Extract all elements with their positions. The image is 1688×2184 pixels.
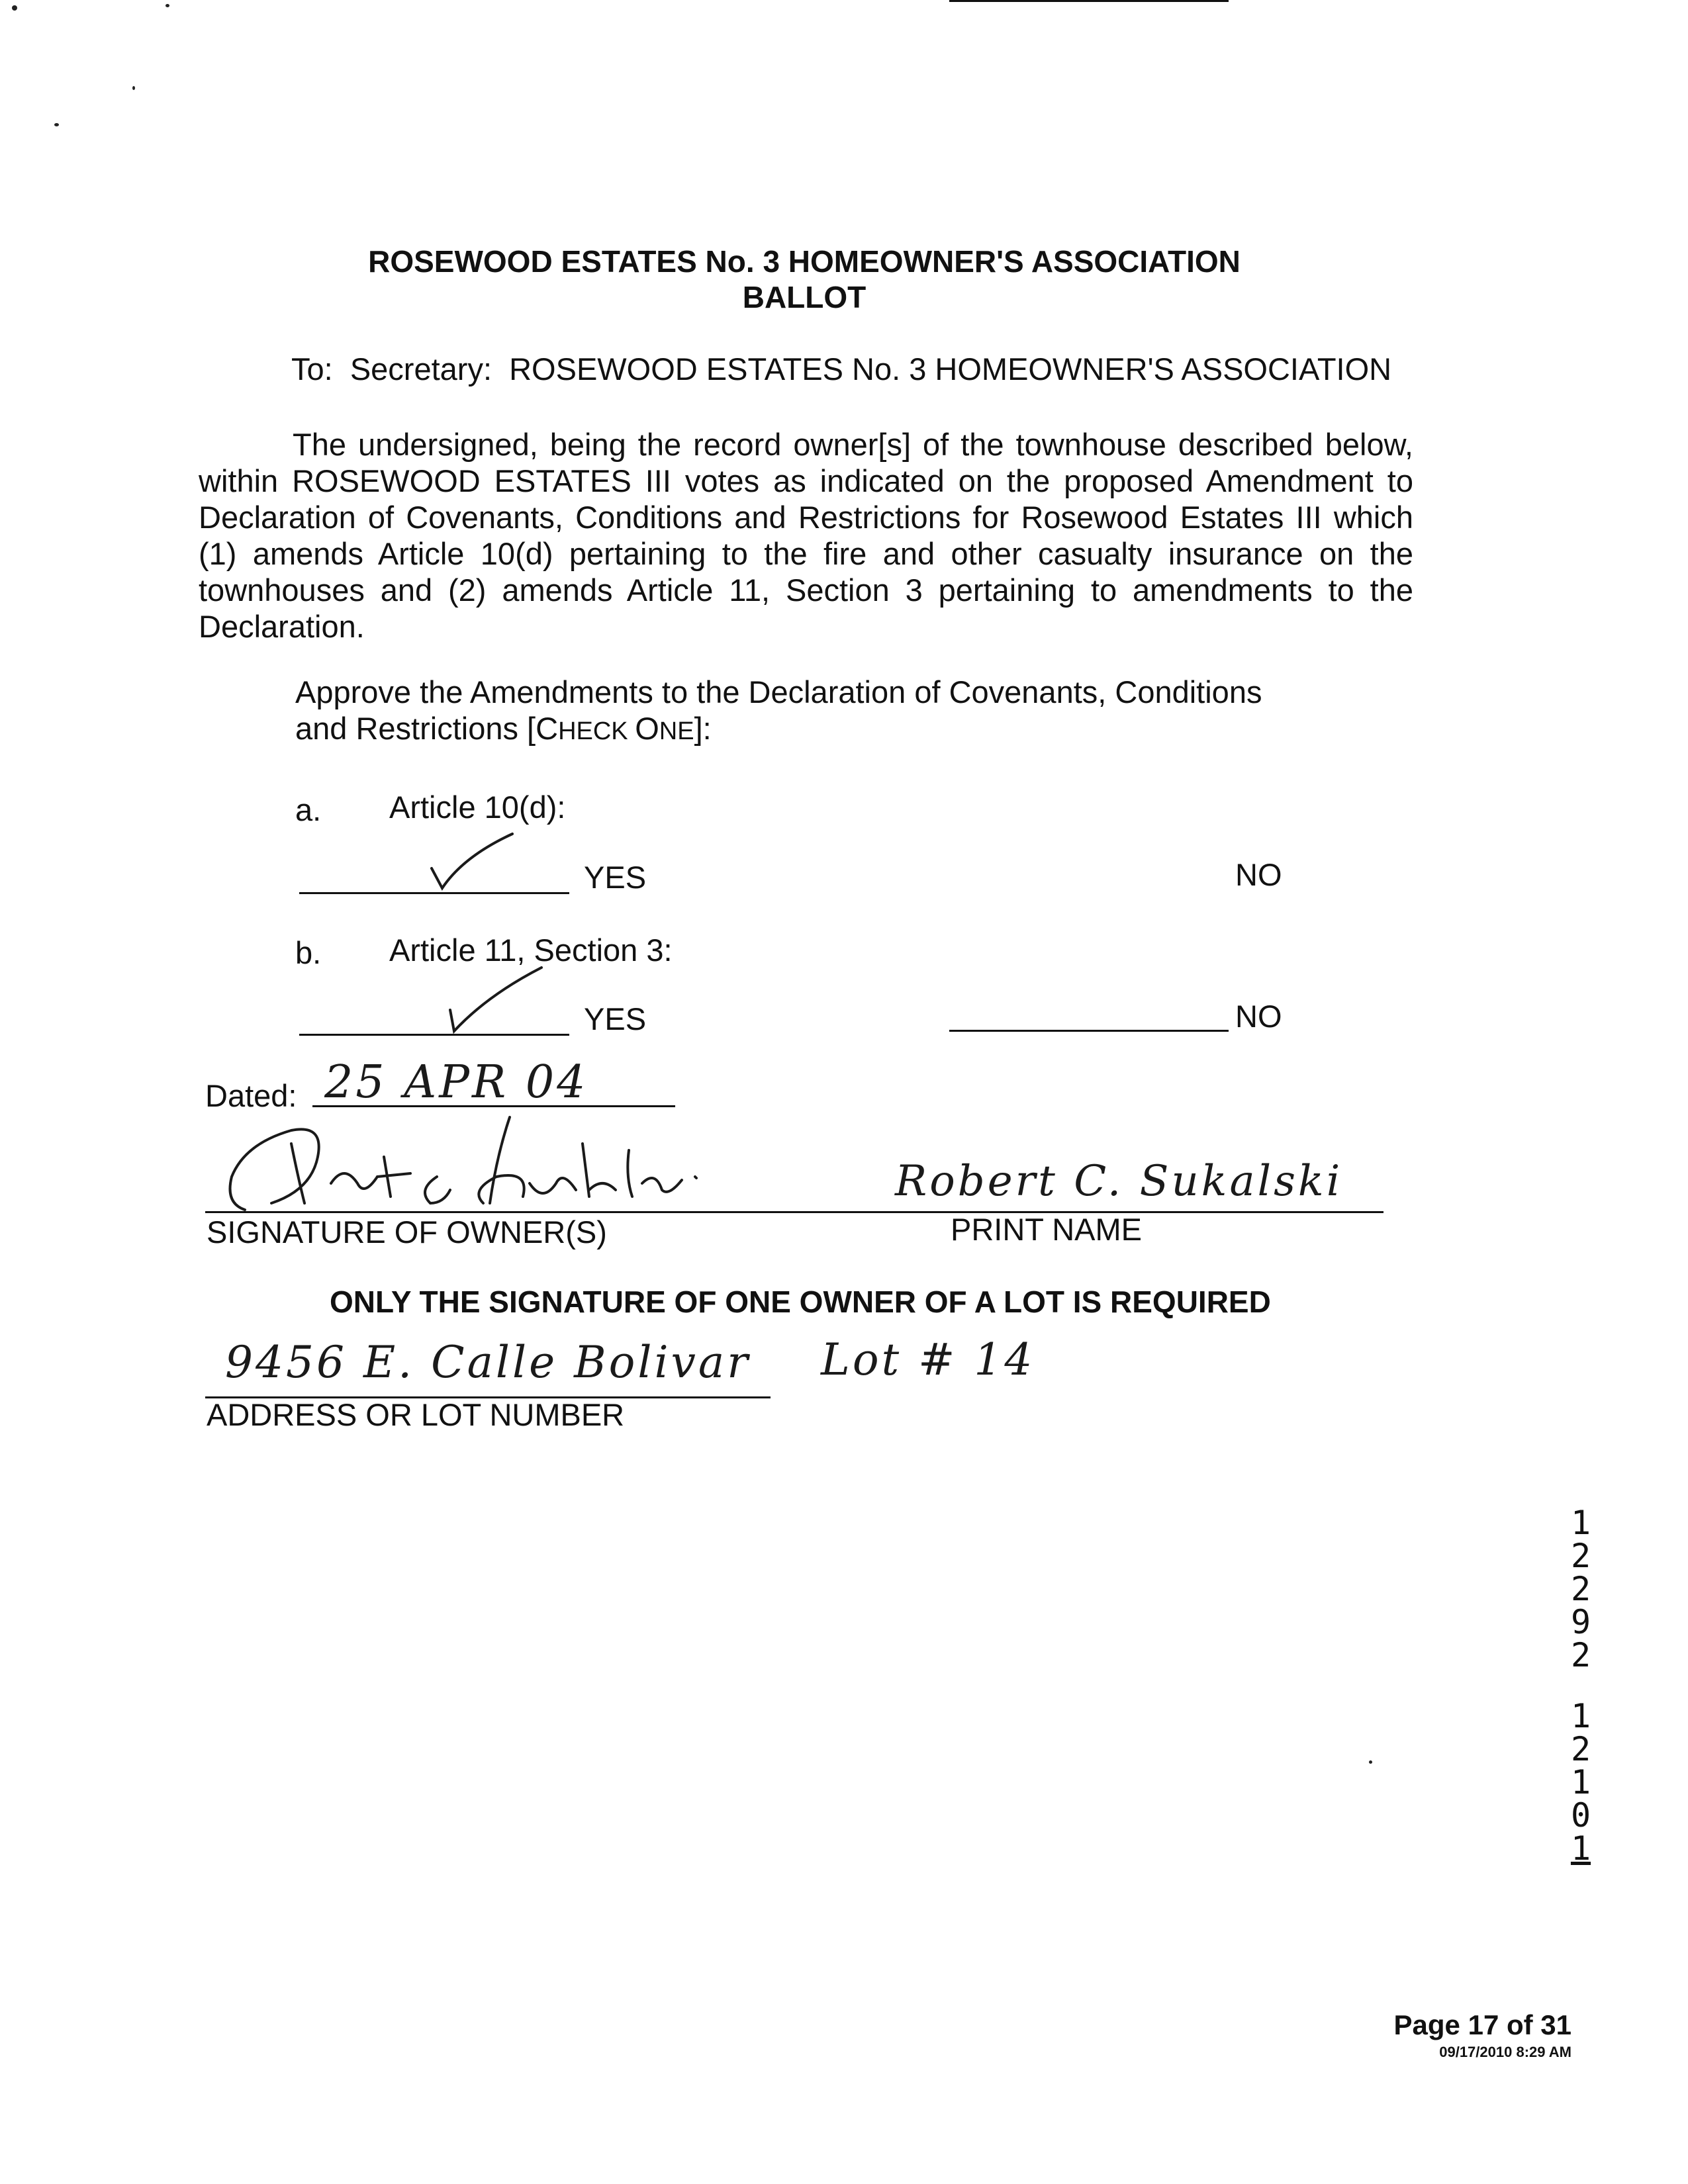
item-b-no-line[interactable]	[949, 1030, 1229, 1032]
check-rest: HECK	[558, 717, 635, 745]
item-a-letter: a.	[295, 792, 322, 827]
stamp-digit: 9	[1570, 1603, 1591, 1641]
item-a-no-line[interactable]	[949, 0, 1229, 2]
address-caption: ADDRESS OR LOT NUMBER	[207, 1397, 625, 1432]
print-name-value: Robert C. Sukalski	[895, 1157, 1343, 1206]
print-name-caption: PRINT NAME	[951, 1212, 1142, 1247]
stamp-digit: 2	[1570, 1570, 1591, 1608]
check-first-letter: C	[536, 711, 559, 746]
one-rest: NE	[659, 717, 694, 745]
ballot-title-line2: BALLOT	[742, 280, 867, 314]
ballot-title-line1: ROSEWOOD ESTATES No. 3 HOMEOWNER'S ASSOCIATION	[368, 244, 1241, 279]
notice-text: ONLY THE SIGNATURE OF ONE OWNER OF A LOT IS REQUIRED	[330, 1285, 1271, 1319]
check-mark-icon	[441, 962, 547, 1036]
footer-timestamp: 09/17/2010 8:29 AM	[1439, 2044, 1571, 2060]
stamp-digit: 1	[1570, 1504, 1591, 1542]
item-a-yes-label: YES	[584, 860, 647, 895]
item-a-no-label: NO	[1235, 857, 1282, 892]
stamp-digit: 2	[1570, 1537, 1591, 1575]
to-line: To: Secretary: ROSEWOOD ESTATES No. 3 HOMEOWNER'S ASSOCIATION	[291, 351, 1392, 387]
approve-line1: Approve the Amendments to the Declaration of Covenants, Conditions	[295, 674, 1262, 709]
item-b-no-label: NO	[1235, 999, 1282, 1034]
item-b-label: Article 11, Section 3:	[389, 933, 673, 968]
dated-label: Dated:	[205, 1078, 297, 1113]
scan-speck	[165, 4, 169, 7]
approve-line2-suffix: ]:	[694, 711, 712, 746]
stamp-digit: 2	[1570, 1636, 1591, 1674]
item-b-yes-label: YES	[584, 1001, 647, 1036]
lot-value: Lot # 14	[821, 1334, 1035, 1385]
signature-caption: SIGNATURE OF OWNER(S)	[207, 1214, 607, 1250]
approve-line2	[295, 710, 1262, 750]
stamp-digit: 2	[1570, 1730, 1591, 1768]
approve-instruction	[295, 674, 1262, 750]
scan-speck	[132, 86, 135, 90]
dated-value: 25 APR 04	[324, 1056, 588, 1109]
ballot-title	[0, 244, 1609, 315]
stamp-digit: 1	[1570, 1697, 1591, 1735]
item-a-label: Article 10(d):	[389, 790, 566, 825]
item-b-letter: b.	[295, 935, 322, 970]
scan-speck	[12, 5, 17, 11]
scan-speck	[54, 123, 59, 126]
one-first-letter: O	[635, 711, 659, 746]
stamp-digit: 1	[1570, 1829, 1591, 1868]
page-number: Page 17 of 31	[1393, 2009, 1571, 2040]
stamp-digit: 1	[1570, 1763, 1591, 1801]
approve-line2-prefix: and Restrictions [	[295, 711, 536, 746]
check-mark-icon	[424, 830, 516, 893]
intro-paragraph: The undersigned, being the record owner[s] of the townhouse described below, within ROSEWOOD ESTATES III votes as indicated on the proposed Amendment to Declaration of Covenants, Conditions and Restrictions for Rosewood Estates III which (1) amends Article 10(d) pertaining to the fire and other casualty insurance on the townhouses and (2) amends Article 11, Section 3 pertaining to amendments to the Declaration.	[199, 427, 1413, 644]
stamp-digit: 0	[1570, 1796, 1591, 1835]
owner-signature-graphic	[218, 1104, 722, 1216]
scan-speck	[1369, 1760, 1372, 1764]
address-value: 9456 E. Calle Bolivar	[225, 1337, 751, 1388]
signature-line[interactable]	[205, 1211, 1383, 1213]
document-stamp-number	[1561, 1504, 1601, 1868]
